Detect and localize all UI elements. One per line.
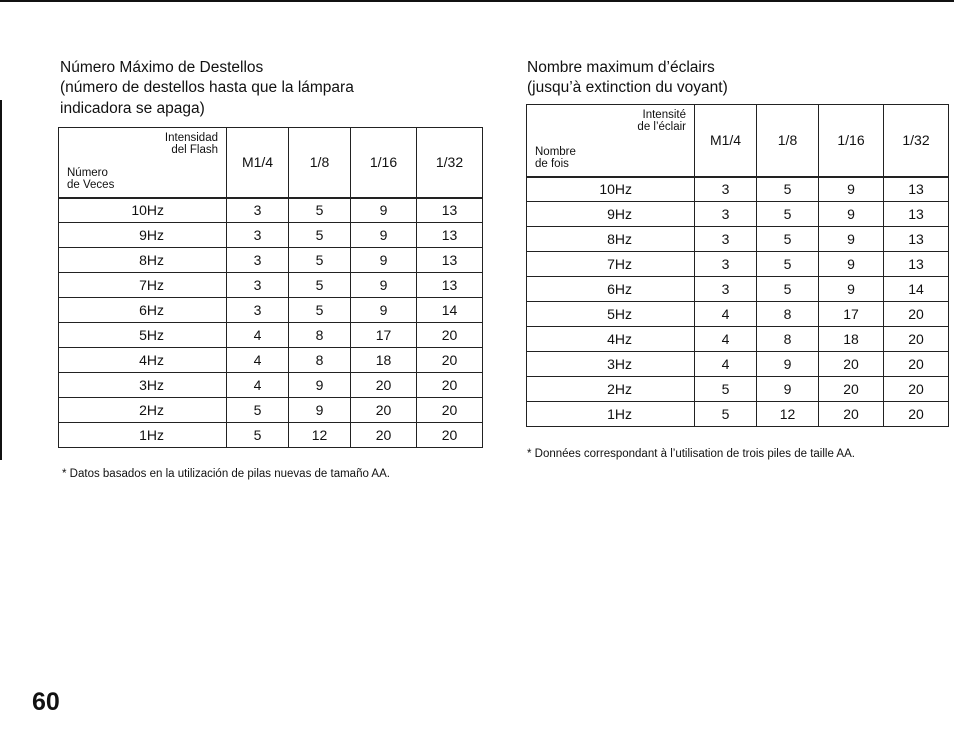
top-rule: [0, 0, 954, 2]
column-header: 1/8: [757, 105, 819, 177]
table-cell: 5: [695, 402, 757, 427]
table-row: [527, 377, 949, 402]
table-cell: 18: [819, 327, 884, 352]
table-cell: 12: [289, 423, 351, 448]
table-cell: 3: [227, 248, 289, 273]
table-cell: 13: [884, 177, 949, 202]
corner-header-fr: [527, 105, 695, 177]
heading-es: Número Máximo de Destellos: [60, 59, 264, 76]
table-row: [527, 202, 949, 227]
table-cell: 20: [819, 352, 884, 377]
table-cell: 18: [351, 348, 417, 373]
row-label: 10Hz: [527, 177, 695, 202]
row-label: 8Hz: [59, 248, 227, 273]
row-label: 7Hz: [59, 273, 227, 298]
corner-fr-bot-1: Nombre: [535, 145, 576, 158]
row-label: 3Hz: [59, 373, 227, 398]
table-row: [59, 348, 483, 373]
column-header: M1/4: [695, 105, 757, 177]
table-cell: 4: [227, 373, 289, 398]
table-cell: 17: [819, 302, 884, 327]
table-cell: 8: [757, 327, 819, 352]
row-label: 9Hz: [59, 223, 227, 248]
table-row: [59, 373, 483, 398]
column-header: 1/8: [289, 128, 351, 198]
table-cell: 5: [289, 198, 351, 223]
row-label: 3Hz: [527, 352, 695, 377]
table-cell: 3: [227, 223, 289, 248]
table-cell: 5: [227, 398, 289, 423]
table-cell: 13: [417, 248, 483, 273]
table-cell: 17: [351, 323, 417, 348]
section-fr: [527, 58, 947, 98]
subtitle-es-line2: indicadora se apaga): [60, 100, 205, 117]
table-cell: 14: [884, 277, 949, 302]
row-label: 4Hz: [59, 348, 227, 373]
table-cell: 9: [351, 248, 417, 273]
table-row: [59, 223, 483, 248]
table-cell: 20: [417, 323, 483, 348]
table-row: [527, 402, 949, 427]
column-header: M1/4: [227, 128, 289, 198]
subtitle-fr-line1: (jusqu’à extinction du voyant): [527, 79, 728, 96]
table-cell: 3: [695, 252, 757, 277]
table-row: [59, 298, 483, 323]
column-header: 1/16: [819, 105, 884, 177]
subtitle-es-line1: (número de destellos hasta que la lámpara: [60, 79, 354, 96]
table-cell: 20: [351, 398, 417, 423]
table-cell: 20: [819, 402, 884, 427]
table-row: [527, 352, 949, 377]
table-cell: 5: [695, 377, 757, 402]
table-cell: 5: [289, 223, 351, 248]
table-cell: 9: [289, 398, 351, 423]
table-cell: 20: [417, 348, 483, 373]
section-es: [60, 58, 490, 119]
table-cell: 5: [289, 273, 351, 298]
table-cell: 13: [417, 198, 483, 223]
table-cell: 20: [884, 377, 949, 402]
table-cell: 20: [351, 423, 417, 448]
table-cell: 5: [757, 227, 819, 252]
table-cell: 20: [417, 398, 483, 423]
table-cell: 3: [695, 202, 757, 227]
table-cell: 12: [757, 402, 819, 427]
row-label: 5Hz: [527, 302, 695, 327]
corner-fr-top-1: Intensité: [642, 109, 686, 121]
table-cell: 5: [757, 202, 819, 227]
table-row: [59, 323, 483, 348]
table-cell: 20: [884, 402, 949, 427]
table-cell: 13: [417, 273, 483, 298]
table-cell: 3: [227, 298, 289, 323]
table-cell: 20: [417, 373, 483, 398]
table-cell: 20: [884, 352, 949, 377]
flash-table-fr: [526, 104, 949, 427]
row-label: 6Hz: [527, 277, 695, 302]
table-cell: 9: [819, 227, 884, 252]
table-cell: 9: [819, 177, 884, 202]
table-cell: 13: [884, 227, 949, 252]
column-header: 1/16: [351, 128, 417, 198]
row-label: 2Hz: [527, 377, 695, 402]
heading-fr: Nombre maximum d’éclairs: [527, 59, 715, 76]
table-cell: 5: [757, 252, 819, 277]
table-cell: 13: [417, 223, 483, 248]
table-cell: 4: [227, 348, 289, 373]
table-row: [59, 423, 483, 448]
table-cell: 4: [695, 302, 757, 327]
corner-fr-top-2: de l’éclair: [637, 121, 686, 133]
table-cell: 5: [757, 177, 819, 202]
left-margin-rule: [0, 100, 2, 460]
table-cell: 9: [351, 273, 417, 298]
table-cell: 8: [757, 302, 819, 327]
table-cell: 9: [757, 352, 819, 377]
table-cell: 13: [884, 252, 949, 277]
table-cell: 4: [227, 323, 289, 348]
row-label: 10Hz: [59, 198, 227, 223]
table-row: [59, 248, 483, 273]
column-header: 1/32: [417, 128, 483, 198]
page-number: 60: [32, 688, 60, 716]
table-cell: 9: [757, 377, 819, 402]
table-cell: 20: [819, 377, 884, 402]
row-label: 8Hz: [527, 227, 695, 252]
row-label: 4Hz: [527, 327, 695, 352]
footnote-es: * Datos basados en la utilización de pilas nuevas de tamaño AA.: [62, 468, 390, 480]
table-cell: 3: [695, 227, 757, 252]
table-cell: 20: [351, 373, 417, 398]
table-row: [59, 273, 483, 298]
table-cell: 5: [227, 423, 289, 448]
table-row: [527, 277, 949, 302]
row-label: 1Hz: [59, 423, 227, 448]
table-cell: 9: [351, 223, 417, 248]
row-label: 5Hz: [59, 323, 227, 348]
row-label: 9Hz: [527, 202, 695, 227]
row-label: 2Hz: [59, 398, 227, 423]
table-cell: 9: [351, 298, 417, 323]
table-cell: 4: [695, 327, 757, 352]
row-label: 6Hz: [59, 298, 227, 323]
table-row: [527, 327, 949, 352]
row-label: 7Hz: [527, 252, 695, 277]
corner-es-bot-2: de Veces: [67, 178, 115, 191]
column-header: 1/32: [884, 105, 949, 177]
table-cell: 9: [351, 198, 417, 223]
row-label: 1Hz: [527, 402, 695, 427]
corner-header-es: [59, 128, 227, 198]
table-cell: 5: [757, 277, 819, 302]
table-cell: 20: [884, 302, 949, 327]
corner-es-bot-1: Número: [67, 166, 108, 179]
table-row: [527, 252, 949, 277]
table-cell: 9: [819, 202, 884, 227]
table-cell: 3: [695, 177, 757, 202]
table-cell: 5: [289, 248, 351, 273]
table-cell: 3: [695, 277, 757, 302]
table-cell: 9: [819, 277, 884, 302]
flash-table-es: [58, 127, 483, 448]
table-cell: 20: [417, 423, 483, 448]
table-cell: 13: [884, 202, 949, 227]
table-row: [527, 177, 949, 202]
table-cell: 8: [289, 348, 351, 373]
table-cell: 4: [695, 352, 757, 377]
table-cell: 9: [819, 252, 884, 277]
table-cell: 3: [227, 198, 289, 223]
footnote-fr: * Données correspondant à l’utilisation de trois piles de taille AA.: [527, 448, 855, 460]
table-cell: 20: [884, 327, 949, 352]
corner-fr-bot-2: de fois: [535, 157, 569, 170]
table-row: [59, 398, 483, 423]
table-cell: 9: [289, 373, 351, 398]
table-row: [527, 302, 949, 327]
table-row: [527, 227, 949, 252]
corner-es-top-1: Intensidad: [164, 132, 218, 144]
table-row: [59, 198, 483, 223]
table-cell: 3: [227, 273, 289, 298]
table-cell: 5: [289, 298, 351, 323]
table-cell: 14: [417, 298, 483, 323]
corner-es-top-2: del Flash: [171, 144, 218, 156]
table-cell: 8: [289, 323, 351, 348]
